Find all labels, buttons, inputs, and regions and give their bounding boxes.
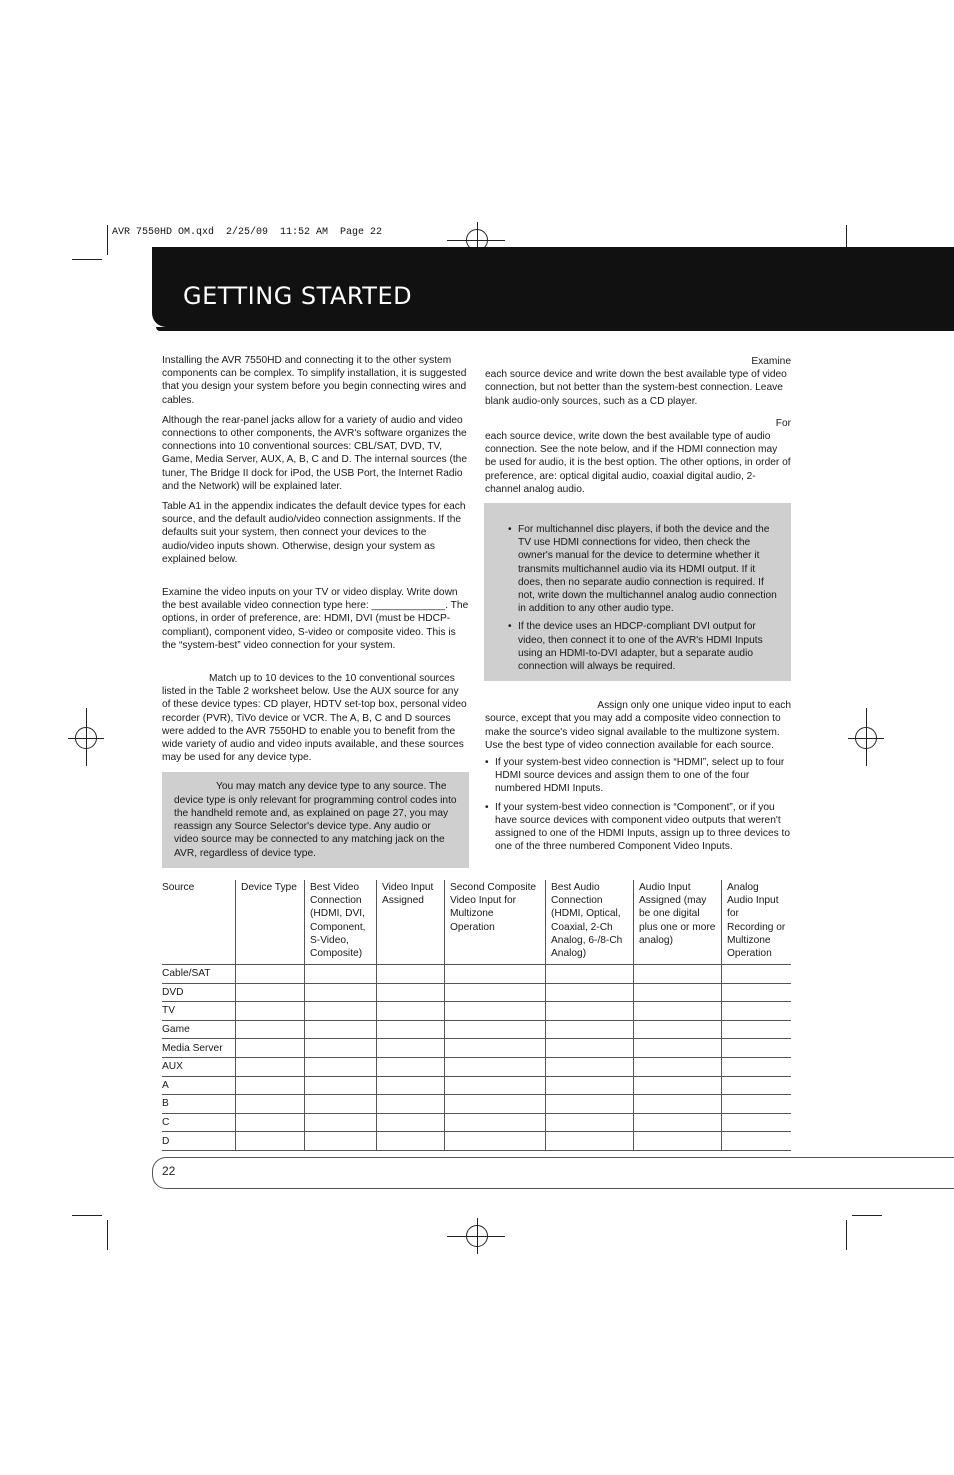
entry-cell[interactable] (546, 1095, 634, 1114)
left-column (162, 354, 469, 876)
entry-cell[interactable] (445, 1076, 546, 1095)
entry-cell[interactable] (722, 983, 792, 1002)
lead-examine: Examine (751, 356, 791, 367)
table-header-row (162, 880, 791, 965)
entry-cell[interactable] (236, 1113, 305, 1132)
entry-cell[interactable] (634, 1002, 722, 1021)
column-header: Video Input Assigned (377, 880, 445, 965)
entry-cell[interactable] (722, 1095, 792, 1114)
entry-cell[interactable] (445, 1057, 546, 1076)
paragraph-defaults: Table A1 in the appendix indicates the default device types for each source, and the default audio/video connection assignments. If the defaults suit your system, then connect your devices to the audio/video inputs shown. Otherwise, design your system as explained below. (162, 501, 466, 565)
entry-cell[interactable] (236, 1057, 305, 1076)
entry-cell[interactable] (546, 983, 634, 1002)
list-item: • If your system-best video connection is “Component”, or if you have source devices with component video outputs that weren't assigned to one of the HDMI Inputs, assign up to three devices to one of the three numbered Component Video Inputs. (485, 801, 791, 854)
entry-cell[interactable] (445, 1132, 546, 1151)
crop-mark (852, 1215, 882, 1216)
worksheet-table (162, 880, 791, 1151)
source-cell: Media Server (162, 1039, 236, 1058)
table-row (162, 965, 791, 984)
column-header: Audio Input Assigned (may be one digital plus one or more analog) (634, 880, 722, 965)
entry-cell[interactable] (546, 1020, 634, 1039)
entry-cell[interactable] (377, 1039, 445, 1058)
crop-mark (72, 259, 102, 260)
note-box-device-types (162, 772, 469, 867)
entry-cell[interactable] (305, 1113, 377, 1132)
table-row (162, 1076, 791, 1095)
entry-cell[interactable] (236, 1095, 305, 1114)
entry-cell[interactable] (634, 1113, 722, 1132)
entry-cell[interactable] (722, 1057, 792, 1076)
column-header: Device Type (236, 880, 305, 965)
entry-cell[interactable] (722, 1002, 792, 1021)
entry-cell[interactable] (305, 1039, 377, 1058)
entry-cell[interactable] (445, 1113, 546, 1132)
entry-cell[interactable] (634, 1057, 722, 1076)
entry-cell[interactable] (722, 965, 792, 984)
source-cell: C (162, 1113, 236, 1132)
table-row (162, 1057, 791, 1076)
lead-assign: Assign only one unique video input to each (597, 700, 791, 712)
entry-cell[interactable] (546, 1113, 634, 1132)
entry-cell[interactable] (546, 1076, 634, 1095)
entry-cell[interactable] (546, 965, 634, 984)
page-number: 22 (162, 1164, 176, 1178)
entry-cell[interactable] (546, 1039, 634, 1058)
print-slug: AVR 7550HD OM.qxd 2/25/09 11:52 AM Page 22 (112, 227, 383, 238)
entry-cell[interactable] (377, 1113, 445, 1132)
entry-cell[interactable] (634, 1020, 722, 1039)
entry-cell[interactable] (634, 965, 722, 984)
entry-cell[interactable] (377, 1132, 445, 1151)
entry-cell[interactable] (634, 1132, 722, 1151)
entry-cell[interactable] (634, 1076, 722, 1095)
source-cell: TV (162, 1002, 236, 1021)
entry-cell[interactable] (236, 1020, 305, 1039)
paragraph-match-devices: Match up to 10 devices to the 10 conventional sources listed in the Table 2 worksheet below. Use the AUX source for any of these device types: CD player, HDTV set-top box, personal video recorder (PVR), TiVo device or VCR. The A, B, C and D sources were added to the AVR 7550HD to enable you to benefit from the wide variety of audio and video inputs available, and these sources may be used for any device type. (162, 673, 467, 764)
table-row (162, 1113, 791, 1132)
source-cell: Game (162, 1020, 236, 1039)
list-item: • If your system-best video connection is “HDMI”, select up to four HDMI source devices and assign them to one of the four numbered HDMI Inputs. (485, 756, 791, 796)
entry-cell[interactable] (305, 1002, 377, 1021)
entry-cell[interactable] (236, 1039, 305, 1058)
entry-cell[interactable] (377, 1057, 445, 1076)
note-box-audio (484, 503, 791, 681)
entry-cell[interactable] (546, 1057, 634, 1076)
source-cell: Cable/SAT (162, 965, 236, 984)
right-column (485, 355, 791, 859)
entry-cell[interactable] (445, 1020, 546, 1039)
entry-cell[interactable] (546, 1002, 634, 1021)
crop-mark (72, 1215, 102, 1216)
video-assignment-list (485, 756, 791, 853)
column-header: Source (162, 880, 236, 965)
table-row (162, 983, 791, 1002)
crop-mark (107, 225, 108, 255)
entry-cell[interactable] (722, 1113, 792, 1132)
entry-cell[interactable] (377, 965, 445, 984)
entry-cell[interactable] (377, 1020, 445, 1039)
entry-cell[interactable] (634, 1095, 722, 1114)
table-row (162, 1002, 791, 1021)
entry-cell[interactable] (377, 1095, 445, 1114)
entry-cell[interactable] (634, 983, 722, 1002)
entry-cell[interactable] (377, 1076, 445, 1095)
source-cell: A (162, 1076, 236, 1095)
entry-cell[interactable] (305, 1057, 377, 1076)
column-header: Second Composite Video Input for Multizone Operation (445, 880, 546, 965)
paragraph-assign-video: source, except that you may add a composite video connection to make the source's video signal available to the multizone system. Use the best type of video connection available for each source. (485, 713, 781, 751)
table-row (162, 1020, 791, 1039)
entry-cell[interactable] (722, 1076, 792, 1095)
crop-mark (846, 1220, 847, 1250)
source-cell: DVD (162, 983, 236, 1002)
entry-cell[interactable] (236, 1076, 305, 1095)
page-title: GETTING STARTED (183, 282, 413, 310)
paragraph-video-inputs: Examine the video inputs on your TV or video display. Write down the best available video connection type here: _____________. The options, in order of preference, are: HDMI, DVI (must be HDCP-compliant), component video, S-video or composite video. This is the “system-best” video connection for your system. (162, 587, 469, 651)
entry-cell[interactable] (722, 1020, 792, 1039)
entry-cell[interactable] (305, 1020, 377, 1039)
source-cell: D (162, 1132, 236, 1151)
entry-cell[interactable] (445, 1095, 546, 1114)
entry-cell[interactable] (305, 1095, 377, 1114)
table-row (162, 1132, 791, 1151)
entry-cell[interactable] (377, 983, 445, 1002)
paragraph-source-audio: each source device, write down the best available type of audio connection. See the note below, and if the HDMI connection may be used for audio, it is the best option. The other options, in order of preference, are: optical digital audio, coaxial digital audio, 2-channel analog audio. (485, 431, 791, 495)
entry-cell[interactable] (722, 1039, 792, 1058)
entry-cell[interactable] (236, 1002, 305, 1021)
entry-cell[interactable] (305, 965, 377, 984)
crop-mark (107, 1220, 108, 1250)
entry-cell[interactable] (634, 1039, 722, 1058)
entry-cell[interactable] (546, 1132, 634, 1151)
column-header: Analog Audio Input for Recording or Multizone Operation (722, 880, 792, 965)
entry-cell[interactable] (445, 965, 546, 984)
intro-paragraph: Installing the AVR 7550HD and connecting it to the other system components can be complex. To simplify installation, it is suggested that you design your system before you begin connecting wires and cables. (162, 355, 467, 406)
column-header: Best Video Connection (HDMI, DVI, Component, S-Video, Composite) (305, 880, 377, 965)
source-cell: AUX (162, 1057, 236, 1076)
entry-cell[interactable] (445, 1002, 546, 1021)
entry-cell[interactable] (445, 1039, 546, 1058)
entry-cell[interactable] (305, 1076, 377, 1095)
note-text: You may match any device type to any source. The device type is only relevant for programming control codes into the handheld remote and, as explained on page 27, you may reassign any Source Selector's device type. Any audio or video source may be connected to any matching jack on the AVR, regardless of device type. (174, 781, 457, 859)
note-item: • If the device uses an HDCP-compliant DVI output for video, then connect it to one of the AVR's HDMI Inputs using an HDMI-to-DVI adapter, but a separate audio connection will always be required. (508, 620, 779, 673)
lead-for: For (775, 417, 791, 429)
note-item: • For multichannel disc players, if both the device and the TV use HDMI connections for video, then check the owner's manual for the device to determine whether it transmits multichannel audio via its HDMI output. If it does, then no separate audio connection is required. If not, write down the multichannel analog audio connection in addition to any other audio type. (508, 523, 779, 615)
paragraph-source-video: each source device and write down the best available type of video connection, but not better than the system-best connection. Leave blank audio-only sources, such as a CD player. (485, 369, 787, 407)
entry-cell[interactable] (722, 1132, 792, 1151)
footer-band (152, 1157, 954, 1189)
column-header: Best Audio Connection (HDMI, Optical, Coaxial, 2-Ch Analog, 6-/8-Ch Analog) (546, 880, 634, 965)
entry-cell[interactable] (377, 1002, 445, 1021)
entry-cell[interactable] (305, 983, 377, 1002)
entry-cell[interactable] (236, 965, 305, 984)
table-row (162, 1095, 791, 1114)
source-cell: B (162, 1095, 236, 1114)
entry-cell[interactable] (236, 1132, 305, 1151)
paragraph-sources: Although the rear-panel jacks allow for a variety of audio and video connections to other components, the AVR's software organizes the connections into 10 conventional sources: CBL/SAT, DVD, TV, Game, Media Server, AUX, A, B, C and D. The internal sources (the tuner, The Bridge II dock for iPod, the USB Port, the Internet Radio and the Network) will be explained later. (162, 414, 468, 492)
entry-cell[interactable] (305, 1132, 377, 1151)
entry-cell[interactable] (236, 983, 305, 1002)
entry-cell[interactable] (445, 983, 546, 1002)
table-row (162, 1039, 791, 1058)
